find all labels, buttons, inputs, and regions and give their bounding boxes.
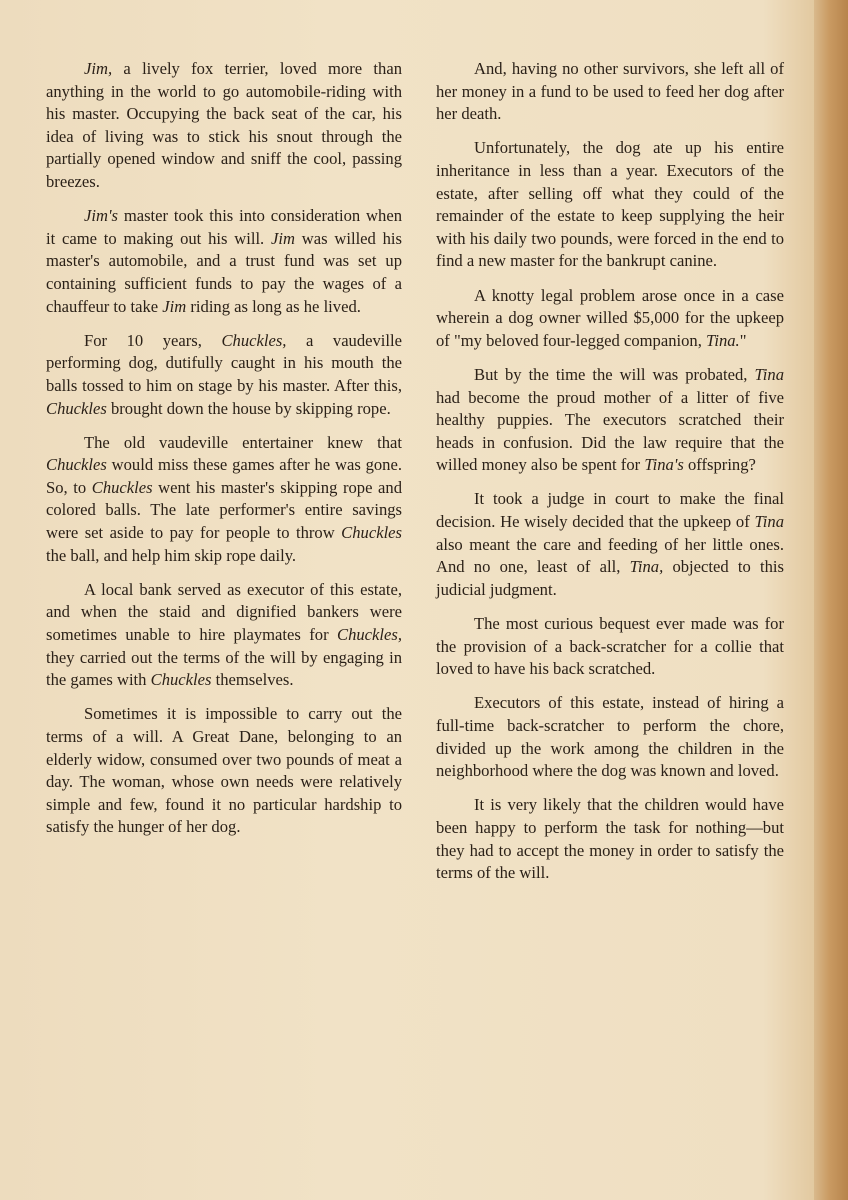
paragraph-chuckles-will: The old vaudeville entertainer knew that Chuckles would miss these games after he was gone. So, to Chuckles went his master's skipping rope and colored balls. The late performer's entire savings were set aside to pay for people to throw Chuckles the ball, and help him skip rope daily. <box>46 432 402 565</box>
paragraph-chuckles-intro: For 10 years, Chuckles, a vaudeville performing dog, dutifully caught in his mouth the balls tossed to him on stage by his master. After this, Chuckles brought down the house by skipping rope. <box>46 330 403 418</box>
left-column <box>46 58 402 851</box>
paragraph-widow-fund: And, having no other survivors, she left all of her money in a fund to be used to feed her dog after her death. <box>436 59 784 124</box>
paragraph-tina-puppies: But by the time the will was probated, Tina had become the proud mother of a litter of five healthy puppies. The executors scratched their heads in confusion. Did the law require that the willed money also be spent for Tina's offspring? <box>436 364 784 475</box>
paragraph-great-dane: Sometimes it is impossible to carry out the terms of a will. A Great Dane, belonging to an elderly widow, consumed over two pounds of meat a day. The woman, whose own needs were relatively simple and few, found it no particular hardship to satisfy the hunger of her dog. <box>46 704 402 837</box>
paragraph-jim-intro: Jim, a lively fox terrier, loved more than anything in the world to go automobile-riding with his master. Occupying the back seat of the car, his idea of living was to stick his snout through the partially opened window and sniff the cool, passing breezes. <box>46 59 402 191</box>
paragraph-bank-executor: A local bank served as executor of this estate, and when the staid and dignified bankers were sometimes unable to hire playmates for Chuckles, they carried out the terms of the will by engaging in the games with Chuckles themselves. <box>46 579 402 690</box>
paragraph-inheritance-eaten: Unfortunately, the dog ate up his entire inheritance in less than a year. Executors of the estate, after selling off what they could of the remainder of the estate to keep supplying the heir with his daily two pounds, were forced in the end to find a new master for the bankrupt canine. <box>436 138 784 271</box>
paragraph-children-work: Executors of this estate, instead of hiring a full-time back-scratcher to perform the chore, divided up the work among the children in the neighborhood where the dog was known and loved. <box>436 693 784 781</box>
paragraph-jim-will: Jim's master took this into consideration when it came to making out his will. Jim was willed his master's automobile, and a trust fund was set up containing sufficient funds to pay the wages of a chauffeur to take Jim riding as long as he lived. <box>46 206 402 316</box>
paragraph-conclusion: It is very likely that the children would have been happy to perform the task for nothing—but they had to accept the money in order to satisfy the terms of the will. <box>436 795 784 883</box>
paragraph-tina-case: A knotty legal problem arose once in a case wherein a dog owner willed $5,000 for the upkeep of "my beloved four-legged companion, Tina." <box>436 285 784 350</box>
paragraph-judge-decision: It took a judge in court to make the final decision. He wisely decided that the upkeep of Tina also meant the care and feeding of her little ones. And no one, least of all, Tina, objected to this judicial judgment. <box>436 489 784 599</box>
page-edge-shadow <box>814 0 848 1200</box>
paragraph-back-scratcher: The most curious bequest ever made was for the provision of a back-scratcher for a collie that loved to have his back scratched. <box>436 614 784 679</box>
right-column <box>436 58 784 896</box>
